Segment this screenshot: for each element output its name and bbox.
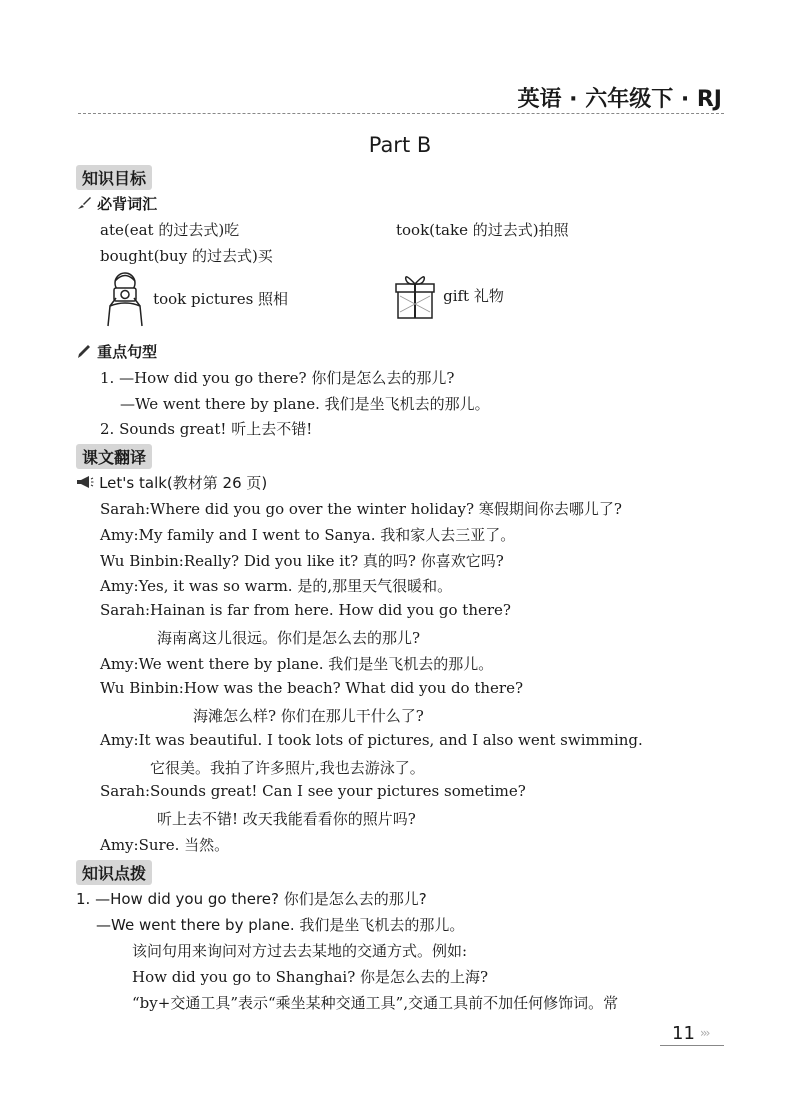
sentence-line: 2. Sounds great! 听上去不错! (100, 420, 313, 438)
talk-line: 海南离这儿很远。你们是怎么去的那儿? (157, 629, 421, 647)
vocab-item: took(take 的过去式)拍照 (396, 221, 569, 239)
vocab-item-label: gift 礼物 (443, 286, 504, 305)
vocab-heading-label: 必背词汇 (97, 195, 158, 213)
tip-line: —We went there by plane. 我们是坐飞机去的那儿。 (96, 916, 465, 934)
talk-line: Wu Binbin:How was the beach? What did you do there? (100, 679, 524, 697)
vocab-item-took-pictures (100, 270, 288, 328)
talk-line: Wu Binbin:Really? Did you like it? 真的吗? 你喜欢它吗? (100, 552, 504, 570)
tip-line: “by+交通工具”表示“乘坐某种交通工具”,交通工具前不加任何修饰词。常 (132, 994, 619, 1012)
tip-line: 该问句用来询问对方过去去某地的交通方式。例如: (132, 942, 468, 960)
section-translation-tag: 课文翻译 (76, 444, 152, 469)
talk-line: Amy:Sure. 当然。 (100, 836, 230, 854)
talk-line: Amy:My family and I went to Sanya. 我和家人去三亚了。 (100, 526, 516, 544)
gift-icon (394, 272, 436, 320)
chevrons-icon: ››› (700, 1026, 709, 1040)
header-divider (78, 113, 724, 114)
talk-line: Amy:We went there by plane. 我们是坐飞机去的那儿。 (100, 655, 494, 673)
camera-person-icon (100, 270, 150, 328)
talk-line: Sarah:Sounds great! Can I see your pictures sometime? (100, 782, 526, 800)
vocab-heading (76, 193, 157, 214)
footer-divider (660, 1045, 724, 1046)
megaphone-icon (76, 475, 94, 489)
talk-line: 听上去不错! 改天我能看看你的照片吗? (157, 810, 416, 828)
talk-heading (76, 472, 267, 493)
tip-line: 1. —How did you go there? 你们是怎么去的那儿? (76, 890, 427, 908)
talk-line: 海滩怎么样? 你们在那儿干什么了? (193, 707, 424, 725)
vocab-item: ate(eat 的过去式)吃 (100, 221, 240, 239)
sentences-heading-label: 重点句型 (97, 343, 158, 361)
page-number: 11 (672, 1023, 695, 1044)
pencil-icon (76, 343, 92, 359)
talk-line: Amy:Yes, it was so warm. 是的,那里天气很暖和。 (100, 577, 453, 595)
talk-line: Sarah:Hainan is far from here. How did you go there? (100, 601, 511, 619)
talk-line: Amy:It was beautiful. I took lots of pictures, and I also went swimming. (100, 731, 643, 749)
sentence-line: —We went there by plane. 我们是坐飞机去的那儿。 (120, 395, 490, 413)
talk-heading-label: Let's talk(教材第 26 页) (99, 474, 268, 492)
vocab-item-label: took pictures 照相 (153, 289, 289, 308)
talk-line: Sarah:Where did you go over the winter holiday? 寒假期间你去哪儿了? (100, 500, 622, 518)
talk-line: 它很美。我拍了许多照片,我也去游泳了。 (150, 759, 425, 777)
header-title: 英语 · 六年级下 · RJ (517, 87, 722, 112)
tip-line: How did you go to Shanghai? 你是怎么去的上海? (132, 968, 489, 986)
section-goals-tag: 知识目标 (76, 165, 152, 190)
sentence-line: 1. —How did you go there? 你们是怎么去的那儿? (100, 369, 455, 387)
brush-icon (76, 195, 92, 211)
sentences-heading (76, 341, 157, 362)
part-title: Part B (368, 133, 432, 157)
vocab-item: bought(buy 的过去式)买 (100, 247, 273, 265)
section-tips-tag: 知识点拨 (76, 860, 152, 885)
vocab-item-gift (394, 272, 504, 320)
